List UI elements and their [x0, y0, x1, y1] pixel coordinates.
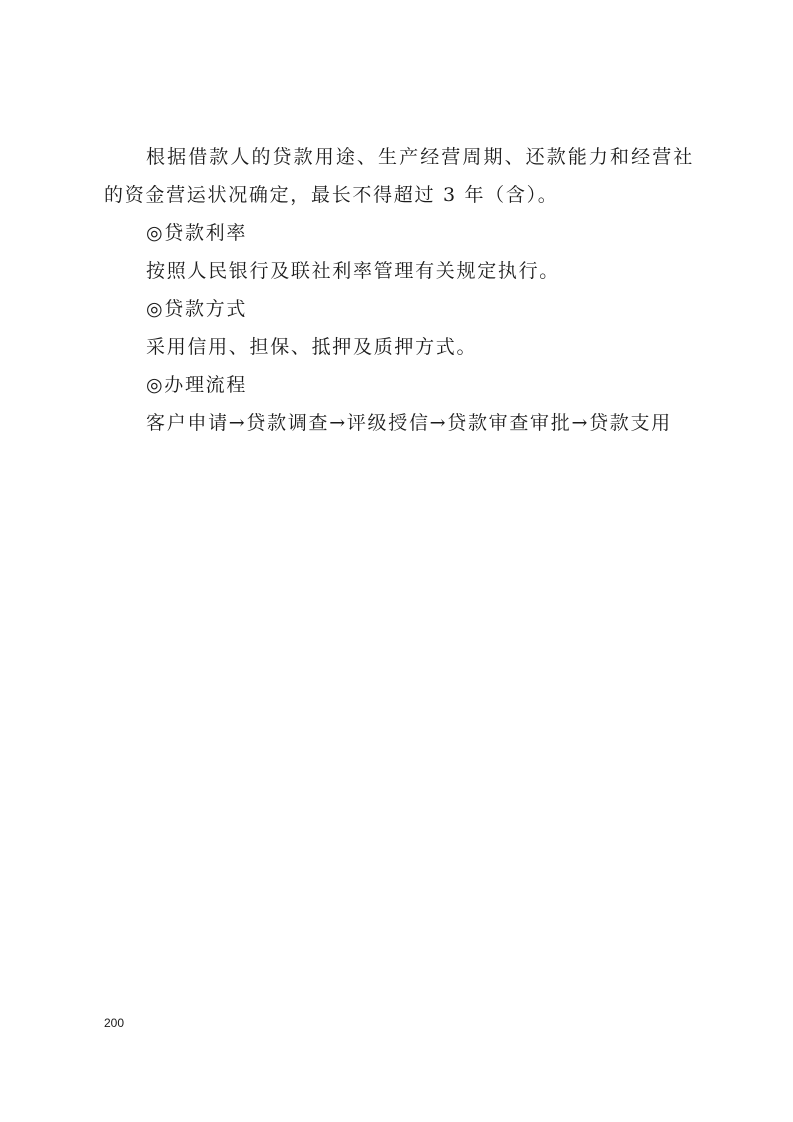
page-body	[104, 138, 694, 442]
process-paragraph: 客户申请→贷款调查→评级授信→贷款审查审批→贷款支用	[146, 412, 672, 434]
process-heading: ◎办理流程	[146, 374, 248, 396]
loan-method-paragraph: 采用信用、担保、抵押及质押方式。	[146, 336, 478, 358]
loan-rate-paragraph: 按照人民银行及联社利率管理有关规定执行。	[146, 260, 561, 282]
loan-rate-heading: ◎贷款利率	[146, 222, 248, 244]
page-number: 200	[104, 1016, 125, 1030]
loan-term-paragraph: 根据借款人的贷款用途、生产经营周期、还款能力和经营社的资金营运状况确定，最长不得超过 3 年（含）。	[104, 146, 694, 206]
loan-method-heading: ◎贷款方式	[146, 298, 248, 320]
